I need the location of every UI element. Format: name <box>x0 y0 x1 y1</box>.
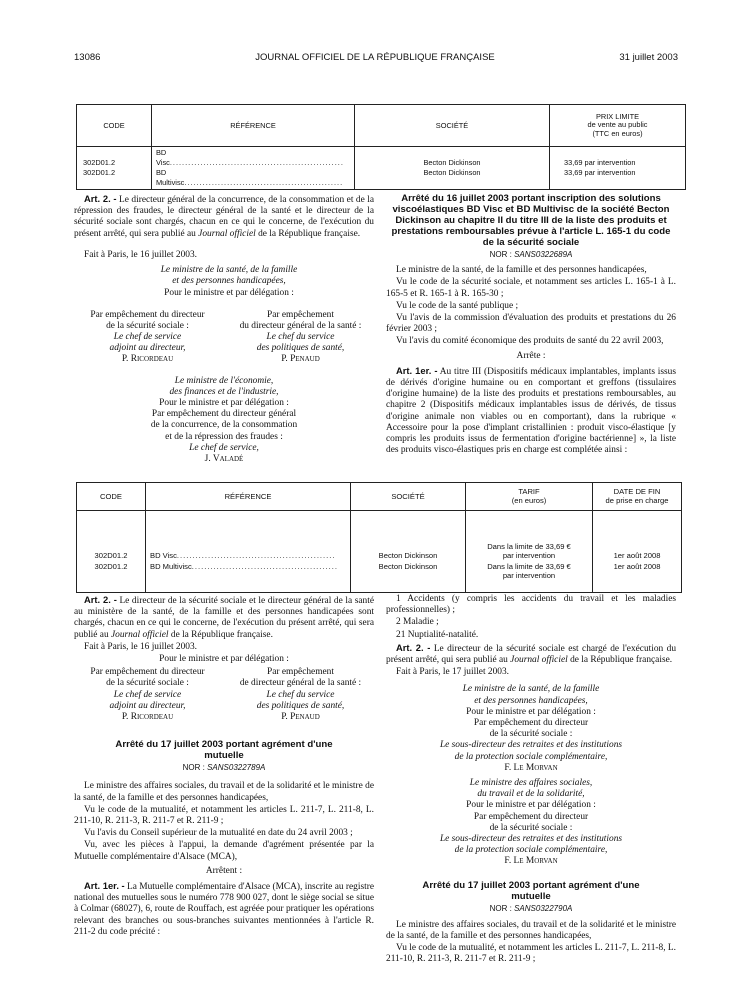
decree-title: Arrêté du 17 juillet 2003 portant agrément d'une mutuelle <box>422 879 640 902</box>
col-reference: RÉFÉRENCE <box>146 483 351 511</box>
signature-block: Par empêchement du directeur de la sécurité sociale : Le chef de service adjoint au directeur, P. Ricordeau Par empêchement du directeur général de la santé : Le chef du service des politiques de santé, P. Penaud <box>90 309 362 365</box>
left-column-top: Art. 2. - Le directeur général de la concurrence, de la consommation et de la répression des fraudes, le directeur général de la santé et le directeur de la sécurité sociale sont chargés, chacun en ce qui le concerne, de l'exécution du présent arrêté, qui sera publié au Journal officiel de la République française. Fait à Paris, le 16 juillet 2003. Le ministre de la santé, de la famille et des personnes handicapées, Pour le ministre et par délégation : Par empêchement du directeur de la sécurité sociale : Le chef de service adjoint au directeur, P. Ricordeau Par empêchement du directeur général de la santé : Le chef du service des politiques de santé, P. Penaud Le ministre de l'économie, des finances et de l'industrie, Pour le ministre et par délégation : Par empêchement du directeur général de la concurrence, de la consommation et de la répression des fraudes : Le chef de service, J. Valadé <box>74 193 375 465</box>
signature-block: Le ministre des affaires sociales, du travail et de la solidarité, Pour le ministre et par délégation : Par empêchement du directeur de la sécurité sociale : Le sous-directeur des retraites et des institutions de la protection sociale complémentaire, F. Le Morvan <box>439 778 623 867</box>
col-code: CODE <box>77 105 152 147</box>
signature-block: Par empêchement du directeur de la sécurité sociale : Le chef de service adjoint au directeur, P. Ricordeau Par empêchement de directeur général de la santé : Le chef du service des politiques de santé, P. Penaud <box>90 667 362 723</box>
col-societe: SOCIÉTÉ <box>355 105 550 147</box>
journal-title: JOURNAL OFFICIEL DE LA RÉPUBLIQUE FRANÇAISE <box>255 52 495 63</box>
decree-title: Arrêté du 16 juillet 2003 portant inscription des solutions viscoélastiques BD Visc et BD Multivisc de la société Becton Dickinson au chapitre II du titre III de la liste des produits et prestations remboursables prévue à l'article L. 165-1 du code de la sécurité sociale <box>391 193 671 248</box>
nor-reference: NOR : SANS0322790A <box>489 903 573 913</box>
page-date: 31 juillet 2003 <box>619 52 678 63</box>
col-tarif: TARIF (en euros) <box>466 483 593 511</box>
nor-reference: NOR : SANS0322689A <box>489 250 573 259</box>
page-number: 13086 <box>74 52 101 63</box>
price-table <box>76 104 686 190</box>
col-date-fin: DATE DE FIN de prise en charge <box>605 487 669 505</box>
decree-title: Arrêté du 17 juillet 2003 portant agrément d'une mutuelle <box>115 739 333 762</box>
signature-block: Le ministre de l'économie, des finances et de l'industrie, Pour le ministre et par délégation : Par empêchement du directeur général de la concurrence, de la consommation et de la répression des fraudes : Le chef de service, J. Valadé <box>150 375 298 465</box>
signature-block: Le ministre de la santé, de la famille et des personnes handicapées, Pour le ministre et par délégation : Par empêchement du directeur de la sécurité sociale : Le sous-directeur des retraites et des institutions de la protection sociale complémentaire, F. Le Morvan <box>439 684 623 773</box>
col-code: CODE <box>77 483 146 511</box>
table-row: 302D01.2 302D01.2 BD Visc......................................................... BD Multivisc.................................................... Becton Dickinson Becton Dickinson 33,69 par intervention 33,69 par intervention <box>77 147 686 190</box>
table-row: 302D01.2 BD Multivisc............................................... Becton Dickinson Dans la limite de 33,69 € par intervention 1er août 2008 <box>77 561 682 593</box>
col-societe: SOCIÉTÉ <box>351 483 466 511</box>
col-prix: PRIX LIMITE de vente au public (TTC en euros) <box>587 111 648 138</box>
left-column-bottom: Art. 2. - Le directeur de la sécurité sociale et le directeur général de la santé au ministère de la santé, de la famille et des personnes handicapées sont chargés, chacun en ce qui le concerne, de l'exécution du présent arrêté, qui sera publié au Journal officiel de la République française. Fait à Paris, le 16 juillet 2003. Pour le ministre et par délégation : Par empêchement du directeur de la sécurité sociale : Le chef de service adjoint au directeur, P. Ricordeau Par empêchement de directeur général de la santé : Le chef du service des politiques de santé, P. Penaud Arrêté du 17 juillet 2003 portant agrément d'une mutuelle NOR : SANS0322789A Le ministre des affaires sociales, du travail et de la solidarité et le ministre de la santé, de la famille et des personnes handicapées, Vu le code de la mutualité, et notamment les articles L. 211-7, L. 211-8, L. 211-10, R. 211-3, R. 211-7 et R. 211-9 ; Vu l'avis du Conseil supérieur de la mutualité en date du 24 avril 2003 ; Vu, avec les pièces à l'appui, la demande d'agrément présentée par la Mutuelle complémentaire d'Alsace (MCA), Arrêtent : Art. 1er. - La Mutuelle complémentaire d'Alsace (MCA), inscrite au registre national des mutuelles sous le numéro 778 900 027, dont le siège social se situe à Colmar (68027), 6, route de Rouffach, est agréée pour pratiquer les opérations relevant des branches ou sous-branches suivantes mentionnées à l'article R. 211-2 du code précité : <box>74 594 375 937</box>
tarif-table <box>76 482 682 593</box>
right-column-bottom: 1 Accidents (y compris les accidents du travail et les maladies professionnelles) ; 2 Maladie ; 21 Nuptialité-natalité. Art. 2. - Le directeur de la sécurité sociale est chargé de l'exécution du présent arrêté, qui sera publié au Journal officiel de la République française. Fait à Paris, le 17 juillet 2003. Le ministre de la santé, de la famille et des personnes handicapées, Pour le ministre et par délégation : Par empêchement du directeur de la sécurité sociale : Le sous-directeur des retraites et des institutions de la protection sociale complémentaire, F. Le Morvan Le ministre des affaires sociales, du travail et de la solidarité, Pour le ministre et par délégation : Par empêchement du directeur de la sécurité sociale : Le sous-directeur des retraites et des institutions de la protection sociale complémentaire, F. Le Morvan Arrêté du 17 juillet 2003 portant agrément d'une mutuelle NOR : SANS0322790A Le ministre des affaires sociales, du travail et de la solidarité et le ministre de la santé, de la famille et des personnes handicapées, Vu le code de la mutualité, et notamment les articles L. 211-7, L. 211-8, L. 211-10, R. 211-3, R. 211-7 et R. 211-9 ; <box>386 594 677 965</box>
right-column-top: Arrêté du 16 juillet 2003 portant inscription des solutions viscoélastiques BD Visc et BD Multivisc de la société Becton Dickinson au chapitre II du titre III de la liste des produits et prestations remboursables prévue à l'article L. 165-1 du code de la sécurité sociale NOR : SANS0322689A Le ministre de la santé, de la famille et des personnes handicapées, Vu le code de la sécurité sociale, et notamment ses articles L. 165-1 à L. 165-5 et R. 165-1 à R. 165-30 ; Vu le code de la santé publique ; Vu l'avis de la commission d'évaluation des produits et prestations du 26 février 2003 ; Vu l'avis du comité économique des produits de santé du 22 avril 2003, Arrête : Art. 1er. - Au titre III (Dispositifs médicaux implantables, implants issus de dérivés d'origine humaine ou en comportant et greffons (tissulaires d'origine humaine) de la liste des produits et prestations remboursables, au chapitre 2 (Dispositifs médicaux implantables issus de dérivés, de tissus d'origine animale non viables ou en comportant), dans la rubrique « Accessoire pour la pose d'implant cristallinien : produit visco-élastique [y compris les produits issus de fermentation d'origine bactérienne] », la liste des produits visco-élastiques pris en charge est complétée ainsi : <box>386 193 676 456</box>
nor-reference: NOR : SANS0322789A <box>182 763 266 773</box>
col-reference: RÉFÉRENCE <box>152 105 355 147</box>
table-row: 302D01.2 BD Visc................................................... Becton Dickinson Dans la limite de 33,69 € par intervention 1er août 2008 <box>77 511 682 561</box>
